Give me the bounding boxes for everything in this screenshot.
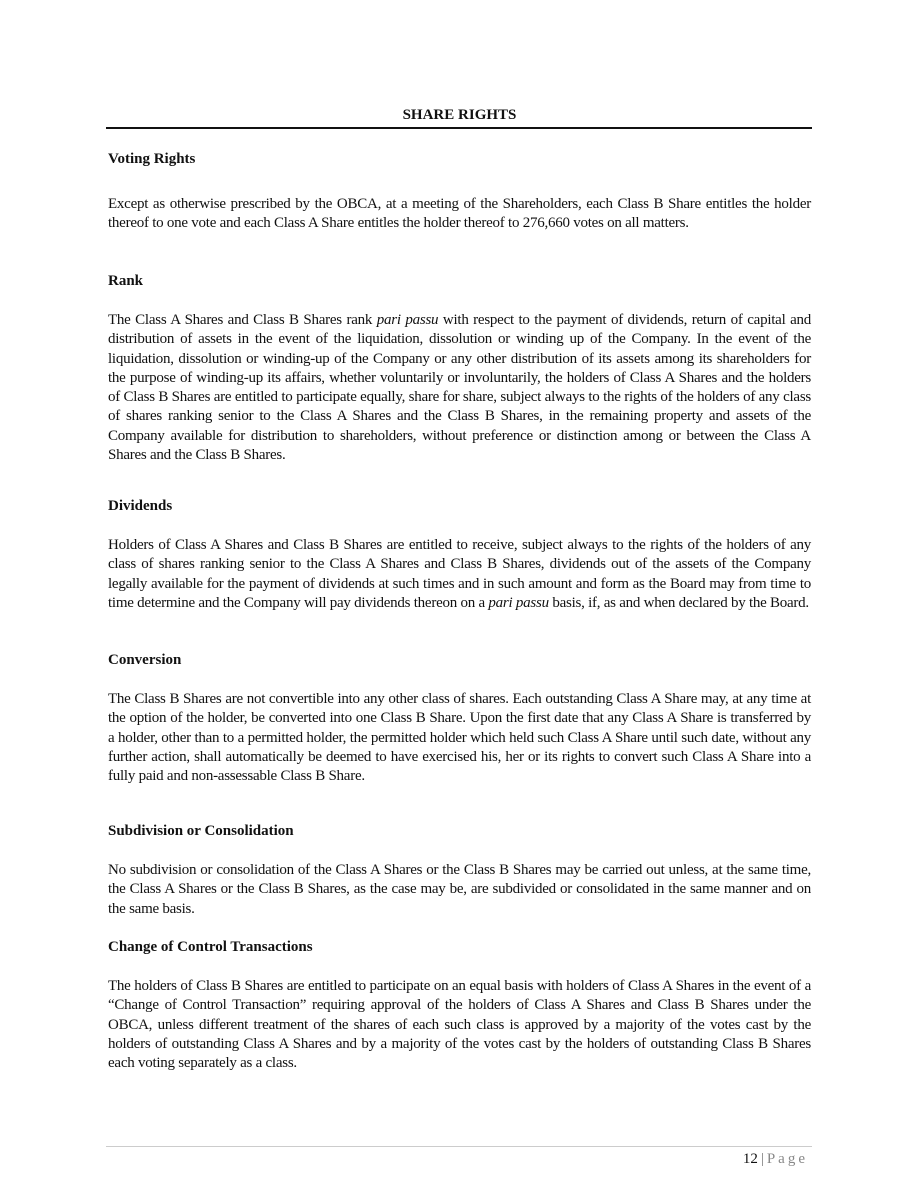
section-dividends [108,497,811,613]
footer-rule [106,1146,812,1147]
italic-text: pari passu [376,312,439,328]
title-rule [106,127,812,129]
text: No subdivision or consolidation of the Class A Shares or the Class B Shares may be carried out unless, at the same time, the Class A Shares or the Class B Shares, as the case may be, are subdivided or consolidated in the same manner and on the same basis. [108,862,811,917]
section-heading: Subdivision or Consolidation [108,823,294,839]
text: The Class B Shares are not convertible into any other class of shares. Each outstanding Class A Share may, at any time at the option of the holder, be converted into one Class B Share. Upon the first date that any Class A Share is transferred by a holder, other than to a permitted holder, the permitted holder which held such Class A Share until such date, without any further action, shall automatically be deemed to have exercised his, her or its rights to convert such Class A Share into a fully paid and non-assessable Class B Share. [108,691,811,785]
section-paragraph [108,195,811,234]
section-heading: Change of Control Transactions [108,939,313,955]
section-paragraph [108,536,811,613]
section-heading: Rank [108,273,144,289]
text: The holders of Class B Shares are entitled to participate on an equal basis with holders of Class A Shares in the event of a “Change of Control Transaction” requiring approval of the holders of Class A Shares and Class B Shares under the OBCA, unless different treatment of the shares of each such class is approved by a majority of the votes cast by the holders of outstanding Class A Shares and by a majority of the votes cast by the holders of outstanding Class B Shares each voting separately as a class. [108,978,811,1072]
page-number: 12 [742,1151,758,1167]
italic-text: pari passu [488,594,549,611]
section-heading: Dividends [108,498,173,514]
text: with respect to the payment of dividends, return of capital and distribution of assets in the event of the liquidation, dissolution or winding up of the Company. In the event of the liquidation, dissolution or winding-up of the Company or any other distribution of its assets among its shareholders for the purpose of winding-up its affairs, whether voluntarily or involuntarily, the holders of Class A Shares and the holders of Class B Shares are entitled to participate equally, share for share, subject always to the rights of the holders of any class of shares ranking senior to the Class A Shares and the Class B Shares, in the remaining property and assets of the Company available for distribution to shareholders, without preference or distinction among or between the Class A Shares and the Class B Shares. [108,312,811,464]
section-paragraph [108,861,811,919]
text: basis, if, as and when declared by the Board. [548,594,809,611]
section-paragraph [108,977,811,1073]
text: Holders of Class A Shares and Class B Shares are entitled to receive, subject always to the rights of the holders of any class of shares ranking senior to the Class A Shares and Class B Shares, dividends out of the assets of the Company legally available for the payment of dividends at such times and in such amount and form as the Board may from time to time determine and the Company will pay dividends thereon on a [108,537,811,611]
section-subdivision [108,822,811,919]
section-heading: Conversion [108,652,182,668]
section-paragraph [108,311,811,465]
section-heading: Voting Rights [108,151,196,167]
section-rank [108,272,811,465]
page-label: Page [766,1151,808,1167]
section-voting-rights [108,150,811,234]
page-footer [743,1151,808,1168]
text: The Class A Shares and Class B Shares rank [108,312,377,328]
section-paragraph [108,690,811,786]
page-title: SHARE RIGHTS [402,107,517,123]
section-conversion [108,651,811,786]
section-change-of-control [108,938,811,1073]
text: Except as otherwise prescribed by the OBCA, at a meeting of the Shareholders, each Class B Share entitles the holder thereof to one vote and each Class A Share entitles the holder thereof to 276,660 votes on all matters. [108,196,811,232]
footer-separator: | [760,1151,764,1167]
